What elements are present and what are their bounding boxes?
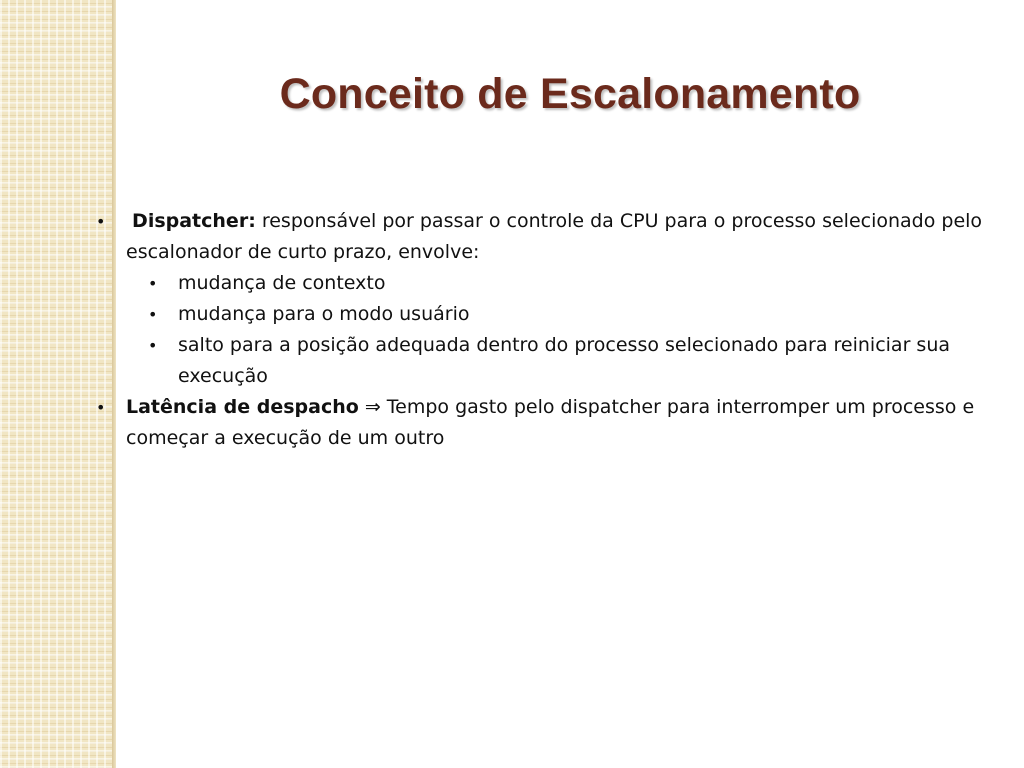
sub-item-text: salto para a posição adequada dentro do processo selecionado para reiniciar sua execução [178, 334, 951, 387]
arrow-icon: ⇒ [358, 396, 387, 418]
bullet-dispatcher [94, 206, 994, 268]
sub-item-user-mode [94, 299, 994, 330]
bullet-icon: • [96, 398, 106, 417]
slide-content [94, 206, 994, 454]
latency-description: Tempo gasto pelo dispatcher para interromper um processo e começar a execução de um outro [126, 396, 975, 449]
slide-title: Conceito de Escalonamento [279, 70, 861, 118]
dispatcher-description: responsável por passar o controle da CPU para o processo selecionado pelo escalonador de curto prazo, envolve: [126, 210, 983, 263]
bullet-icon: • [96, 212, 106, 231]
sub-item-jump [94, 330, 994, 392]
dispatcher-term: Dispatcher: [132, 210, 256, 232]
sub-item-context-switch [94, 268, 994, 299]
latency-term: Latência de despacho [126, 396, 359, 418]
bullet-icon: • [148, 336, 158, 355]
sub-item-text: mudança de contexto [178, 272, 386, 294]
sub-item-text: mudança para o modo usuário [178, 303, 470, 325]
bullet-icon: • [148, 274, 158, 293]
bullet-dispatch-latency [94, 392, 994, 454]
bullet-icon: • [148, 305, 158, 324]
